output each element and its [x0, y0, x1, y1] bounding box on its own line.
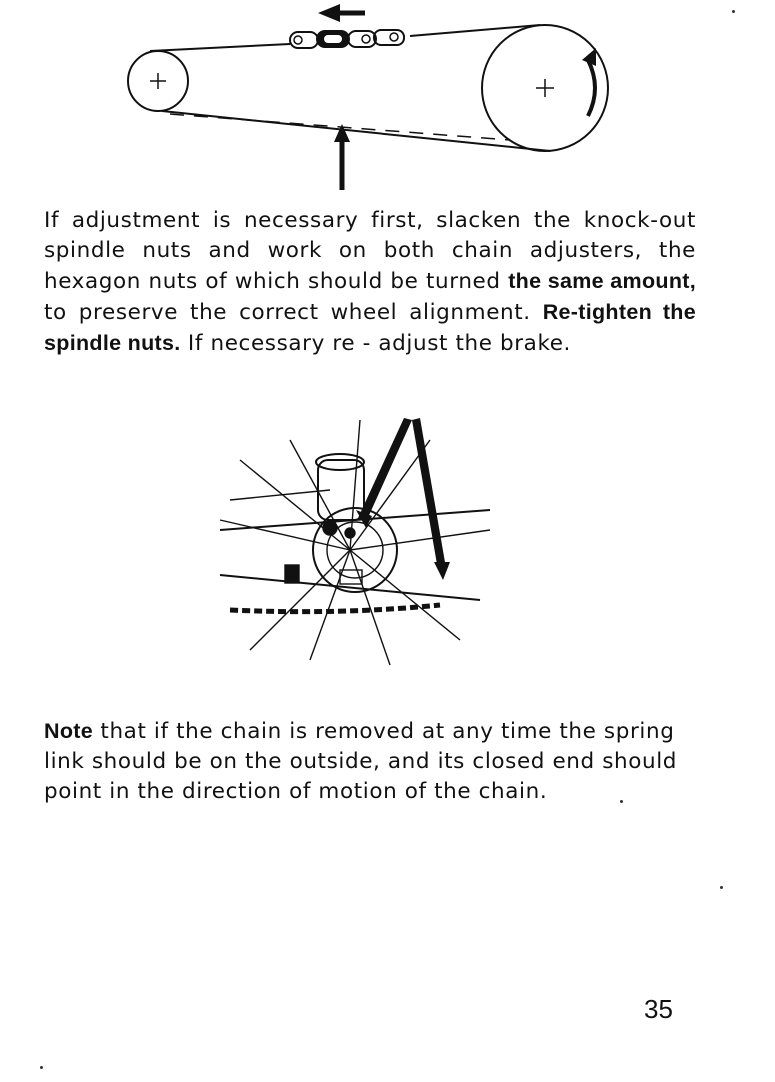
slack-measure-arrow-icon	[334, 124, 350, 190]
motion-direction-arrow-icon	[318, 4, 365, 22]
print-speck	[720, 886, 723, 889]
chain-top-run	[150, 25, 540, 51]
rear-hub-adjuster-photo	[190, 400, 500, 670]
chain-drive-diagram	[110, 0, 630, 200]
adjustment-instructions	[44, 206, 696, 359]
adjuster-pointer-arrows-icon	[356, 418, 450, 580]
print-speck	[732, 10, 735, 13]
same-amount-emphasis: the same amount,	[508, 269, 697, 293]
adjustment-text-1: If adjustment is necessary first, slacken the knock-out spindle nuts and work on both chain adjusters, the hexagon nuts of which should be turned	[44, 208, 696, 294]
adjustment-text-2: to preserve the correct wheel alignment.	[44, 300, 543, 325]
print-speck	[620, 800, 623, 803]
page-number: 35	[644, 994, 673, 1024]
front-sprocket-icon	[128, 51, 188, 111]
note-text: that if the chain is removed at any time the spring link should be on the outside, and its closed end should point in the direction of motion of the chain.	[44, 719, 678, 804]
retighten-emphasis: Re-tighten the spindle nuts.	[44, 300, 697, 355]
adjustment-text-3: If necessary re - adjust the brake.	[180, 331, 571, 356]
spring-link-note	[44, 716, 694, 807]
note-label: Note	[44, 719, 93, 743]
rear-sprocket-icon	[482, 25, 608, 151]
print-speck	[40, 1066, 43, 1069]
chain-bottom-run	[162, 111, 550, 151]
spring-link-icon	[290, 30, 404, 48]
